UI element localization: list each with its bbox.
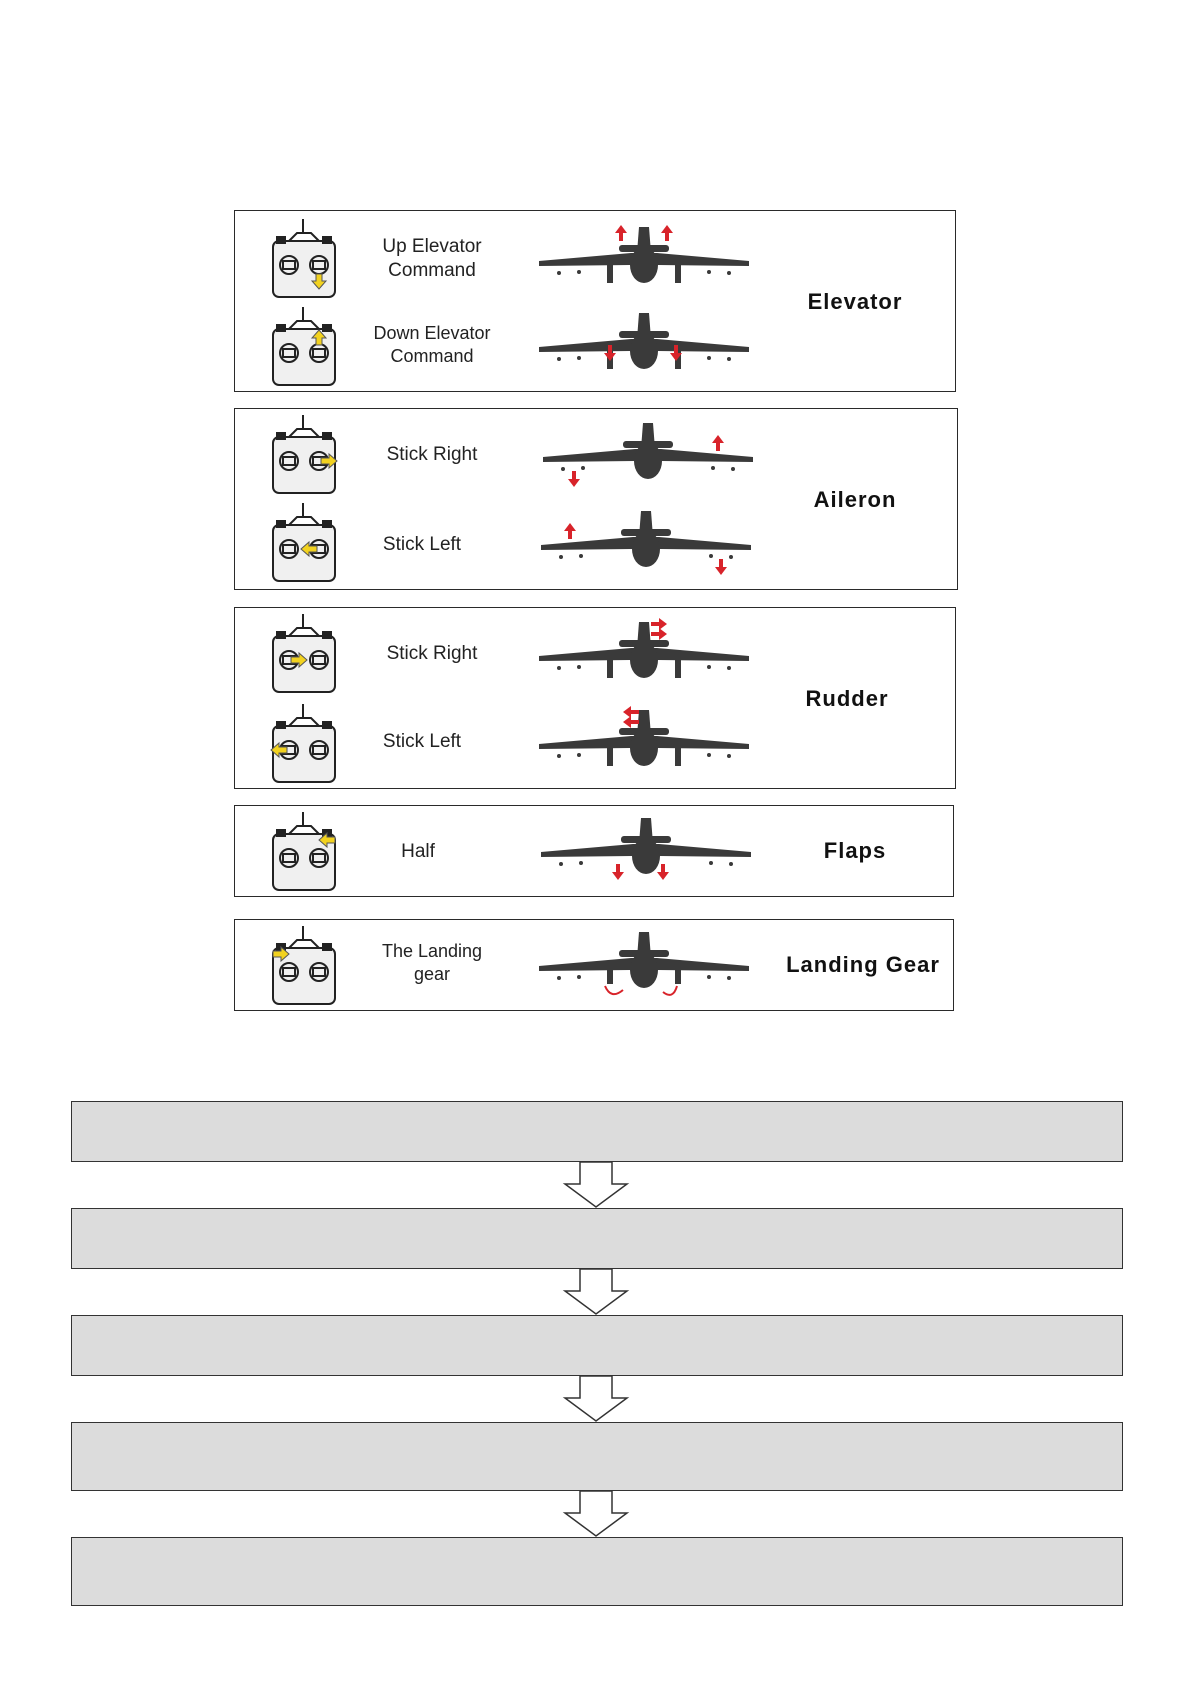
flaps-panel xyxy=(234,805,954,897)
flow-step-4 xyxy=(71,1422,1123,1491)
flow-step-2 xyxy=(71,1208,1123,1269)
control-name: Landing Gear xyxy=(786,952,940,977)
row-label: Stick Right xyxy=(386,444,478,465)
airplane-front-icon xyxy=(539,311,749,381)
red-arrow-icon xyxy=(605,986,623,994)
airplane-front-icon xyxy=(541,509,751,579)
red-arrow-icon xyxy=(661,225,673,241)
control-name: Flaps xyxy=(823,838,887,863)
red-arrow-icon xyxy=(715,559,727,575)
row-label: Half xyxy=(401,841,435,862)
row-label: Stick Left xyxy=(382,731,462,752)
red-arrow-icon xyxy=(623,716,639,728)
flow-step-3 xyxy=(71,1315,1123,1376)
rudder-panel xyxy=(234,607,956,789)
airplane-front-icon xyxy=(539,930,749,1000)
transmitter-icon xyxy=(271,415,337,495)
landing-gear-panel xyxy=(234,919,954,1011)
transmitter-icon xyxy=(271,219,337,299)
control-name: Elevator xyxy=(807,289,903,314)
flow-step-5 xyxy=(71,1537,1123,1606)
transmitter-icon xyxy=(271,926,337,1006)
red-arrow-icon xyxy=(712,435,724,451)
red-arrow-icon xyxy=(657,864,669,880)
airplane-front-icon xyxy=(539,225,749,295)
control-name: Aileron xyxy=(813,487,897,512)
airplane-front-icon xyxy=(539,708,749,778)
row-label: The Landing gear xyxy=(381,941,483,984)
transmitter-icon xyxy=(271,307,337,387)
row-label: Stick Left xyxy=(382,534,462,555)
aileron-panel xyxy=(234,408,958,590)
down-arrow-icon xyxy=(563,1162,629,1208)
control-name: Rudder xyxy=(805,686,889,711)
airplane-front-icon xyxy=(541,816,751,886)
red-arrow-icon xyxy=(568,471,580,487)
red-arrow-icon xyxy=(612,864,624,880)
down-arrow-icon xyxy=(563,1269,629,1315)
red-arrow-icon xyxy=(615,225,627,241)
red-arrow-icon xyxy=(651,628,667,640)
red-arrow-icon xyxy=(564,523,576,539)
row-label: Stick Right xyxy=(386,643,478,664)
down-arrow-icon xyxy=(563,1376,629,1422)
airplane-front-icon xyxy=(543,421,753,491)
airplane-front-icon xyxy=(539,620,749,690)
red-arrow-icon xyxy=(663,986,677,995)
flow-step-1 xyxy=(71,1101,1123,1162)
transmitter-icon xyxy=(271,614,337,694)
row-label: Down Elevator Command xyxy=(373,323,491,366)
elevator-panel xyxy=(234,210,956,392)
down-arrow-icon xyxy=(563,1491,629,1537)
row-label: Up Elevator Command xyxy=(382,236,482,281)
